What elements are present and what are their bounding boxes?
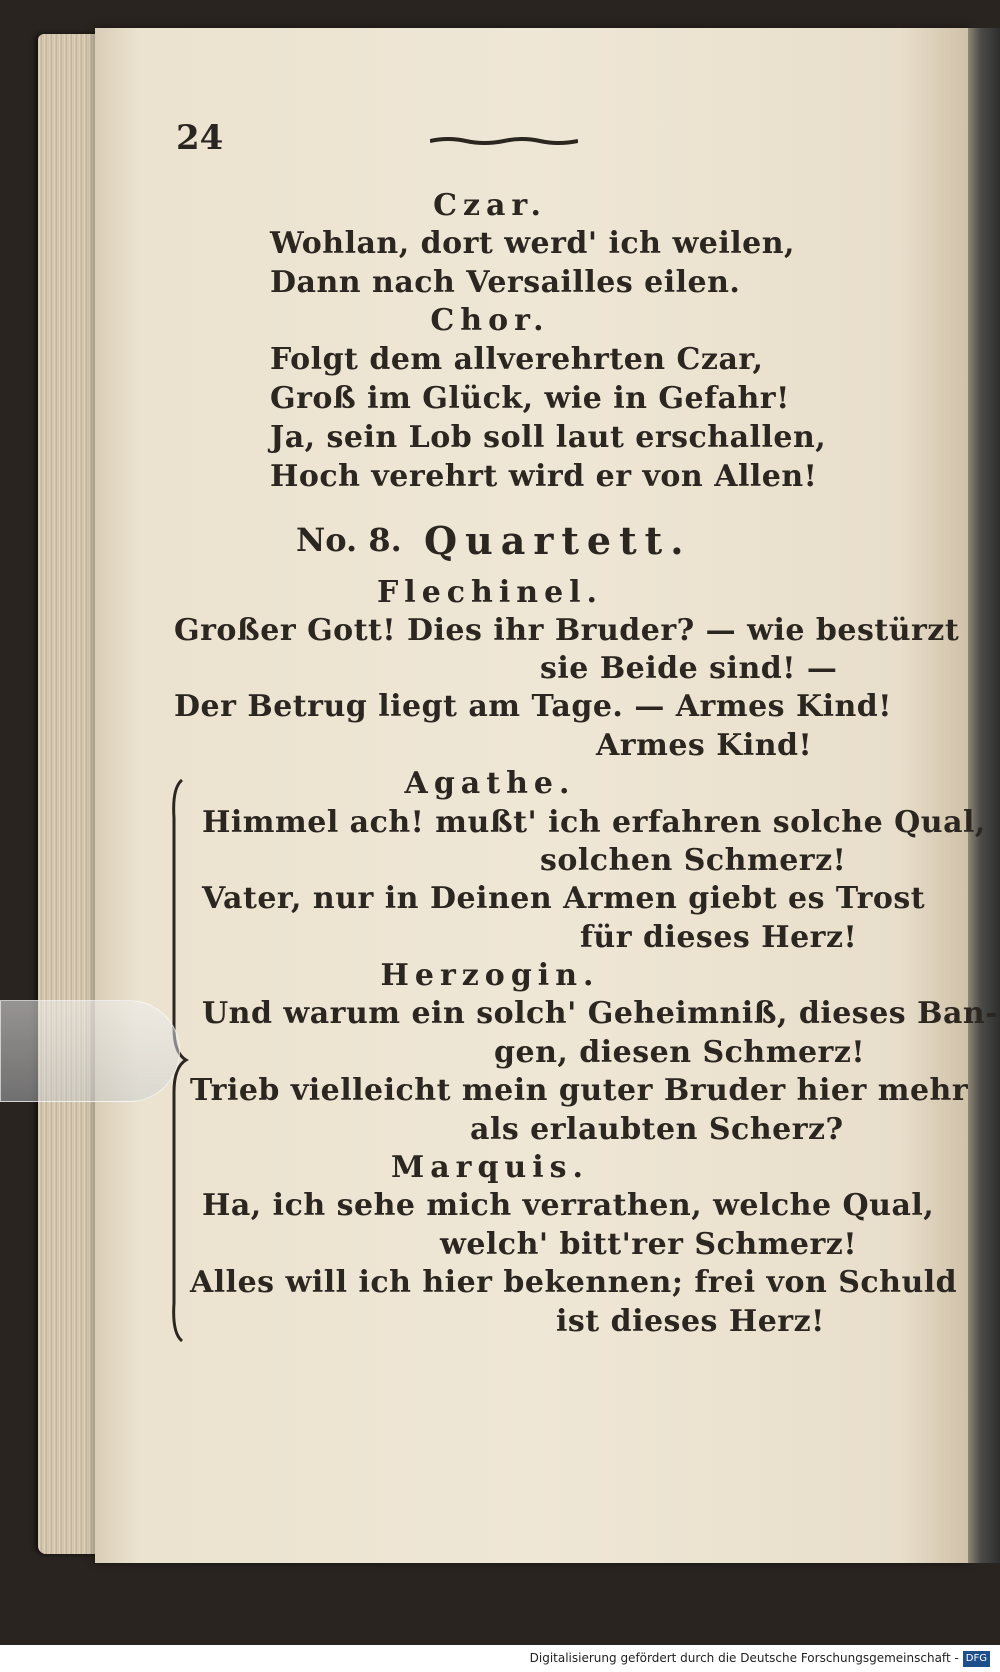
section-heading: Quartett. xyxy=(424,518,692,563)
verse-line: als erlaubten Scherz? xyxy=(470,1112,844,1147)
footer xyxy=(0,1645,1000,1672)
speaker-marquis: Marquis. xyxy=(391,1150,589,1185)
speaker-chor: Chor. xyxy=(430,303,550,338)
speaker-flechinel: Flechinel. xyxy=(377,575,603,610)
book-gutter-shadow xyxy=(968,28,1000,1563)
footer-text: Digitalisierung gefördert durch die Deutsche Forschungsgemeinschaft - xyxy=(529,1651,959,1665)
verse-line: Dann nach Versailles eilen. xyxy=(270,265,741,300)
verse-line: Folgt dem allverehrten Czar, xyxy=(270,342,764,377)
verse-line: Großer Gott! Dies ihr Bruder? — wie bestürzt xyxy=(174,613,960,648)
dfg-logo: DFG xyxy=(963,1651,990,1667)
verse-line: gen, diesen Schmerz! xyxy=(494,1035,866,1070)
verse-line: welch' bitt'rer Schmerz! xyxy=(440,1227,858,1262)
verse-line: für dieses Herz! xyxy=(580,920,858,955)
speaker-czar: Czar. xyxy=(433,188,547,223)
verse-line: Himmel ach! mußt' ich erfahren solche Qual, xyxy=(202,805,986,840)
verse-line: ist dieses Herz! xyxy=(556,1304,825,1339)
verse-line: Vater, nur in Deinen Armen giebt es Trost xyxy=(202,881,926,916)
verse-line: Alles will ich hier bekennen; frei von Schuld xyxy=(190,1265,958,1300)
verse-line: Armes Kind! xyxy=(596,728,813,763)
verse-line: Ha, ich sehe mich verrathen, welche Qual, xyxy=(202,1188,935,1223)
verse-line: solchen Schmerz! xyxy=(540,843,847,878)
ornament-rule xyxy=(430,137,578,145)
verse-line: Und warum ein solch' Geheimniß, dieses Ban- xyxy=(202,996,999,1031)
number-label: No. 8. xyxy=(296,521,402,559)
page-holder-clip xyxy=(0,1000,180,1102)
verse-line: Trieb vielleicht mein guter Bruder hier mehr xyxy=(190,1073,969,1108)
verse-line: Hoch verehrt wird er von Allen! xyxy=(270,459,818,494)
speaker-herzogin: Herzogin. xyxy=(380,958,600,993)
verse-line: Der Betrug liegt am Tage. — Armes Kind! xyxy=(174,689,892,724)
verse-line: Wohlan, dort werd' ich weilen, xyxy=(270,226,795,261)
verse-line: sie Beide sind! — xyxy=(540,651,838,686)
verse-line: Ja, sein Lob soll laut erschallen, xyxy=(270,420,827,455)
verse-line: Groß im Glück, wie in Gefahr! xyxy=(270,381,790,416)
speaker-agathe: Agathe. xyxy=(404,766,576,801)
page-number: 24 xyxy=(176,118,224,158)
